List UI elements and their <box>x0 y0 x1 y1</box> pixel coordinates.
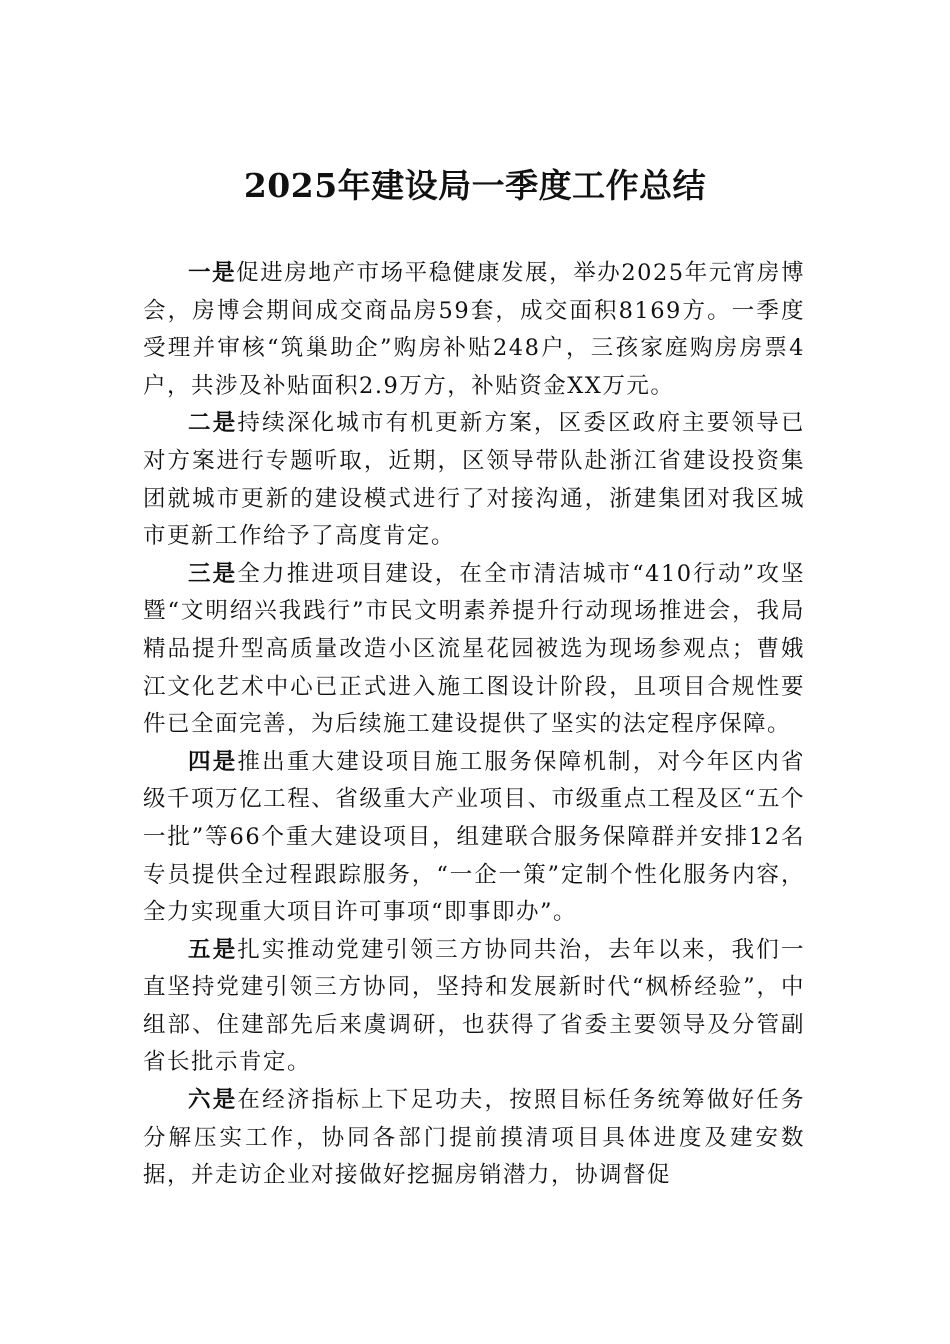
document-body <box>143 255 805 1195</box>
paragraph-1 <box>143 255 805 405</box>
paragraph-text: 在经济指标上下足功夫，按照目标任务统筹做好任务分解压实工作，协同各部门提前摸清项目具体进度及建安数据，并走访企业对接做好挖掘房销潜力，协调督促 <box>143 1087 805 1189</box>
paragraph-4 <box>143 744 805 932</box>
paragraph-6 <box>143 1082 805 1195</box>
paragraph-lead: 一是 <box>188 260 237 286</box>
paragraph-text: 促进房地产市场平稳健康发展，举办2025年元宵房博会，房博会期间成交商品房59套，成交面积8169方。一季度受理并审核“筑巢助企”购房补贴248户，三孩家庭购房房票4户，共涉及补贴面积2.9万方，补贴资金XX万元。 <box>143 260 805 399</box>
paragraph-text: 推出重大建设项目施工服务保障机制，对今年区内省级千项万亿工程、省级重大产业项目、市级重点工程及区“五个一批”等66个重大建设项目，组建联合服务保障群并安排12名专员提供全过程跟踪服务，“一企一策”定制个性化服务内容，全力实现重大项目许可事项“即事即办”。 <box>143 748 805 926</box>
paragraph-2 <box>143 405 805 555</box>
paragraph-lead: 四是 <box>188 748 238 775</box>
paragraph-text: 扎实推动党建引领三方协同共治，去年以来，我们一直坚持党建引领三方协同，坚持和发展新时代“枫桥经验”，中组部、住建部先后来虞调研，也获得了省委主要领导及分管副省长批示肯定。 <box>143 936 805 1076</box>
paragraph-lead: 六是 <box>188 1087 238 1114</box>
paragraph-lead: 五是 <box>188 936 238 963</box>
paragraph-text: 持续深化城市有机更新方案，区委区政府主要领导已对方案进行专题听取，近期，区领导带队赴浙江省建设投资集团就城市更新的建设模式进行了对接沟通，浙建集团对我区城市更新工作给予了高度肯定。 <box>143 410 805 550</box>
paragraph-3 <box>143 556 805 744</box>
paragraph-lead: 三是 <box>188 560 238 587</box>
paragraph-5 <box>143 932 805 1082</box>
paragraph-text: 全力推进项目建设，在全市清洁城市“410行动”攻坚暨“文明绍兴我践行”市民文明素养提升行动现场推进会，我局精品提升型高质量改造小区流星花园被选为现场参观点；曹娥江文化艺术中心已正式进入施工图设计阶段，且项目合规性要件已全面完善，为后续施工建设提供了坚实的法定程序保障。 <box>143 560 805 738</box>
paragraph-lead: 二是 <box>188 410 238 437</box>
document-title: 2025年建设局一季度工作总结 <box>243 166 707 205</box>
